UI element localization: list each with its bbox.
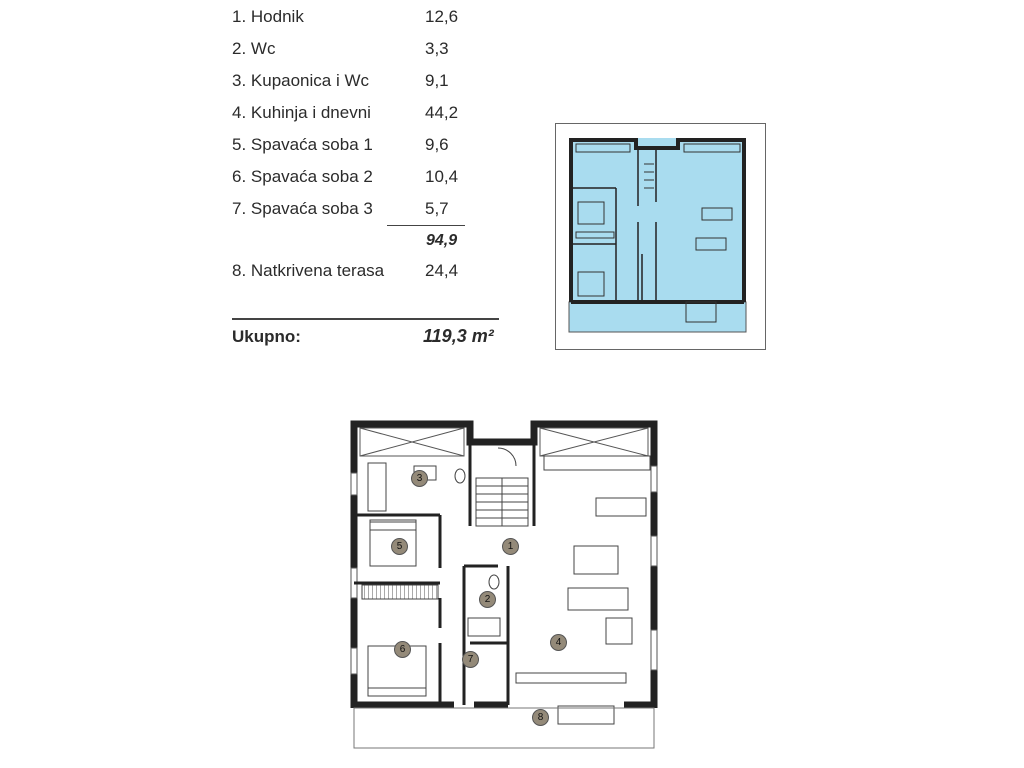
- room-name: 5. Spavaća soba 1: [232, 135, 373, 154]
- room-area: 9,1: [425, 71, 449, 90]
- room-area: 9,6: [425, 135, 449, 154]
- room-marker-5: 5: [391, 538, 408, 555]
- room-name: 7. Spavaća soba 3: [232, 199, 373, 218]
- floor-plan: [348, 418, 660, 758]
- room-area: 44,2: [425, 103, 459, 122]
- room-name: 1. Hodnik: [232, 7, 304, 26]
- room-name: 3. Kupaonica i Wc: [232, 71, 370, 90]
- room-marker-3: 3: [411, 470, 428, 487]
- room-name: 2. Wc: [232, 39, 276, 58]
- room-marker-1: 1: [502, 538, 519, 555]
- subtotal-value: 94,9: [426, 232, 458, 249]
- room-area: 10,4: [425, 167, 459, 186]
- room-area: 12,6: [425, 7, 459, 26]
- room-name: 6. Spavaća soba 2: [232, 167, 373, 186]
- stairs: [476, 448, 528, 526]
- room-area: 24,4: [425, 261, 459, 280]
- total-rule: [232, 318, 499, 320]
- room-area: 5,7: [425, 199, 449, 218]
- room-name: 4. Kuhinja i dnevni: [232, 103, 371, 122]
- key-plan-drawing: [556, 124, 765, 349]
- floor-plan-drawing: [348, 418, 660, 753]
- terrace-area: [569, 302, 746, 332]
- subtotal-rule: [387, 225, 465, 226]
- room-marker-6: 6: [394, 641, 411, 658]
- room-name: 8. Natkrivena terasa: [232, 261, 385, 280]
- room-marker-7: 7: [462, 651, 479, 668]
- terrace: [354, 708, 654, 748]
- total-value: 119,3 m²: [423, 326, 494, 346]
- room-area: 3,3: [425, 39, 449, 58]
- room-marker-2: 2: [479, 591, 496, 608]
- furniture: [362, 456, 650, 724]
- room-marker-8: 8: [532, 709, 549, 726]
- interior-walls: [354, 442, 534, 705]
- total-label: Ukupno:: [232, 327, 301, 346]
- room-marker-4: 4: [550, 634, 567, 651]
- key-plan-thumbnail: [555, 123, 766, 350]
